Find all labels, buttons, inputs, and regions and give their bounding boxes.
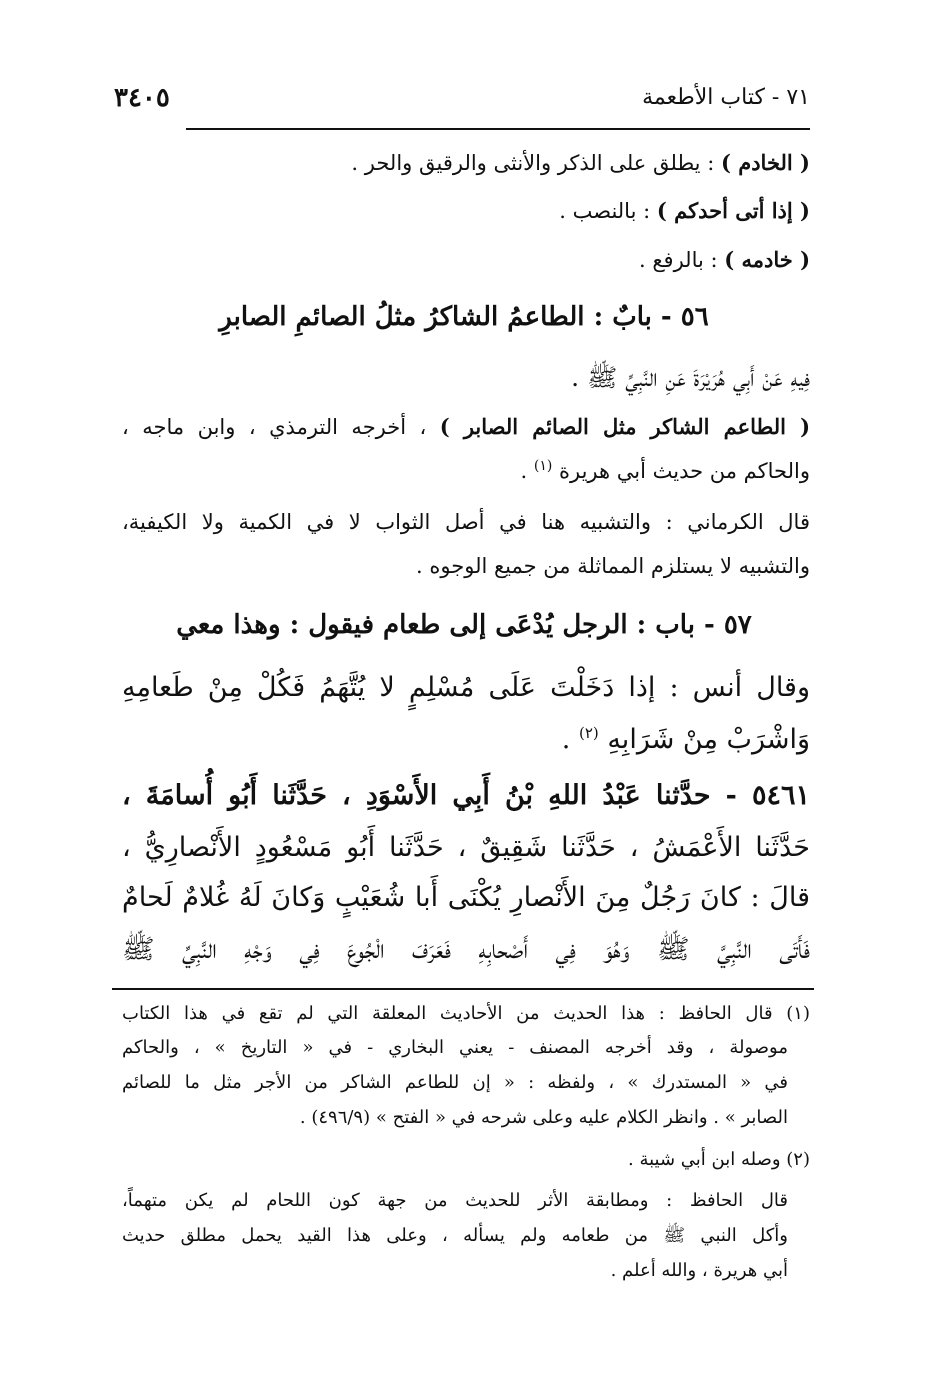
commentary-end: . [520,459,534,483]
chapter-heading-57: ٥٧ - باب : الرجل يُدْعَى إلى طعام فيقول : وهذا معي [176,610,752,640]
footnote-1-line-1: (١) قال الحافظ : هذا الحديث من الأحاديث المعلقة التي لم تقع في هذا الكتاب [122,1003,810,1024]
gloss-term: ( خادمه ) [724,247,810,272]
header-rule [186,128,810,130]
footnote-ref-1[interactable]: (١) [533,458,553,474]
athar-text: وَاشْرَبْ مِنْ شَرَابِهِ [607,724,810,755]
athar-line-2 [562,724,810,755]
athar-line-1: وقال أنس : إذا دَخَلْتَ عَلَى مُسْلِمٍ لا يُتَّهَمُ فَكُلْ مِنْ طَعامِهِ [122,672,810,703]
hadith-line-1: ٥٤٦١ - حدَّثنا عَبْدُ اللهِ بْنُ أَبِي الأَسْوَدِ ، حَدَّثَنا أَبُو أُسامَةَ ، [122,780,810,811]
running-header-chapter: ٧١ - كتاب الأطعمة [642,85,810,110]
footnote-1-line-2: موصولة ، وقد أخرجه المصنف - يعني البخاري - في « التاريخ » ، والحاكم [122,1037,788,1058]
section-56-text: فِيهِ عَنْ أَبِي هُرَيْرَةَ عَنِ النَّبِيِّ ﷺ . [571,363,810,392]
footnote-2-line-1: (٢) وصله ابن أبي شيبة . [628,1149,810,1170]
commentary-line-2 [520,458,810,483]
gloss-line-1 [351,150,810,175]
commentary-line-4: والتشبيه لا يستلزم المماثلة من جميع الوجوه . [416,554,810,578]
footnote-2-line-2: قال الحافظ : ومطابقة الأثر للحديث من جهة كون اللحام لم يكن متهماً، [122,1190,788,1211]
hadith-line-2: حَدَّثَنا الأَعْمَشُ ، حَدَّثَنا شَقِيقٌ ، حَدَّثَنا أَبُو مَسْعُودٍ الأَنْصارِيُّ ، [122,832,810,863]
footnote-2-line-3: وأكل النبي ﷺ من طعامه ولم يسأله ، وعلى هذا القيد يحمل مطلق حديث [122,1225,788,1246]
gloss-line-3 [639,247,810,272]
commentary-term: ( الطاعم الشاكر مثل الصائم الصابر ) [439,414,811,439]
footnote-1-line-3: في « المستدرك » ، ولفظه : « إن للطاعم الشاكر من الأجر مثل ما للصائم [122,1072,788,1093]
gloss-text: : بالرفع . [639,248,725,272]
gloss-line-2 [559,198,810,223]
hadith-line-3: قالَ : كانَ رَجُلٌ مِنَ الأَنْصارِ يُكْنَى أَبا شُعَيْبٍ وَكانَ لَهُ غُلامٌ لَحامٌ [122,882,810,913]
gloss-text: : بالنصب . [559,199,657,223]
gloss-text: : يطلق على الذكر والأنثى والرقيق والحر . [351,151,721,175]
footnote-ref-2[interactable]: (٢) [578,724,599,742]
footnote-rule [112,988,814,990]
footnote-2-line-4: أبي هريرة ، والله أعلم . [610,1260,788,1281]
hadith-line-4: فَأَتَى النَّبِيَّ ﷺ وَهُوَ فِي أَصْحابِهِ فَعَرَفَ الْجُوعَ فِي وَجْهِ النَّبِيِّ ﷺ [122,934,810,965]
gloss-term: ( إذا أتى أحدكم ) [656,198,810,223]
gloss-term: ( الخادم ) [720,150,810,175]
commentary-text: والحاكم من حديث أبي هريرة [559,459,810,483]
athar-end: . [561,724,579,755]
commentary-line-3: قال الكرماني : والتشبيه هنا في أصل الثواب لا في الكمية ولا الكيفية، [122,510,810,534]
page-number: ٣٤٠٥ [114,83,170,113]
commentary-line-1 [122,414,810,439]
commentary-text: ، أخرجه الترمذي ، وابن ماجه ، [122,415,440,439]
chapter-heading-56: ٥٦ - بابٌ : الطاعمُ الشاكرُ مثلُ الصائمِ الصابرِ [219,302,709,332]
footnote-1-line-4: الصابر » . وانظر الكلام عليه وعلى شرحه في « الفتح » (٤٩٦/٩) . [299,1107,788,1128]
